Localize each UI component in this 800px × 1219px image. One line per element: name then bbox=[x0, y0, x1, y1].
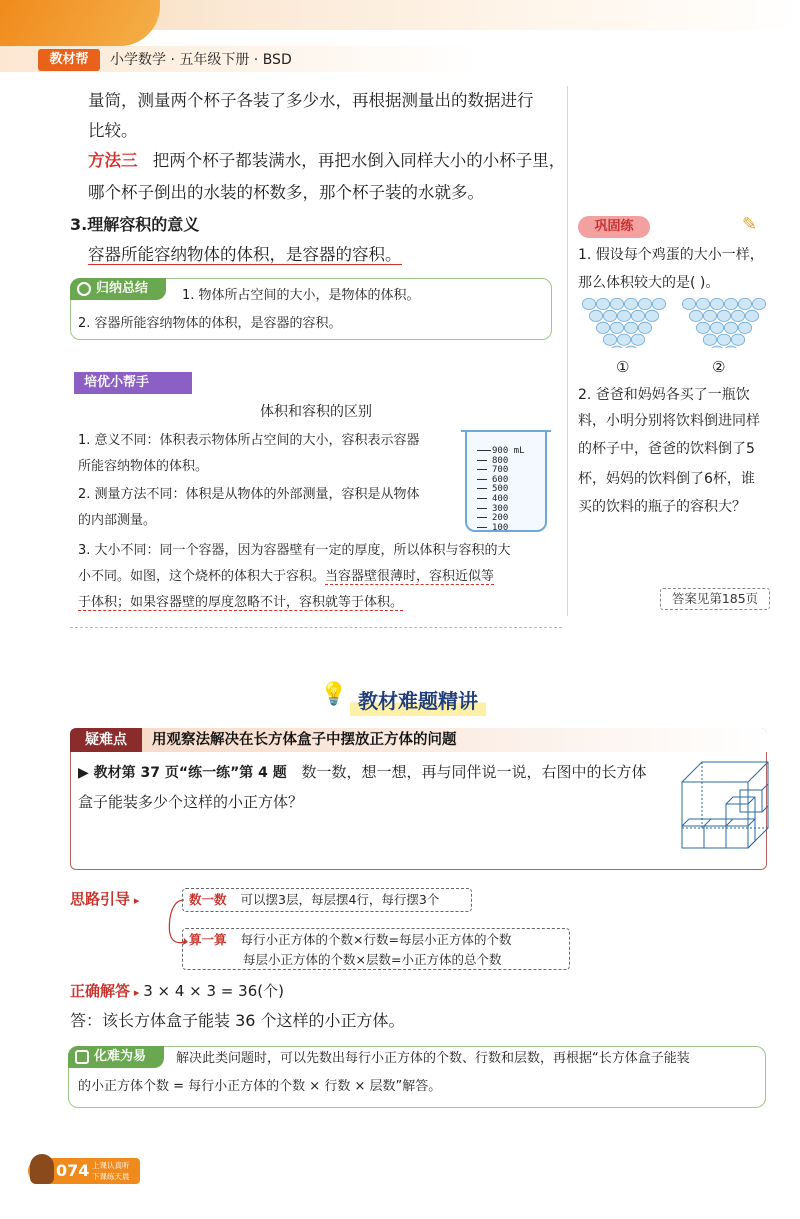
footer-slogan bbox=[92, 1160, 138, 1182]
egg bbox=[731, 310, 744, 321]
egg bbox=[603, 310, 616, 321]
footer-slogan-1: 上课认真听 bbox=[92, 1161, 130, 1170]
beaker-tick bbox=[477, 498, 487, 499]
helper-p2-a: 2. 测量方法不同：体积是从物体的外部测量，容积是从物体 bbox=[78, 487, 420, 502]
practice-q2-b: 料，小明分别将饮料倒进同样 bbox=[578, 413, 760, 429]
capacity-definition bbox=[88, 238, 402, 271]
helper-title: 体积和容积的区别 bbox=[260, 404, 372, 420]
summary-item-1: 1. 物体所占空间的大小，是物体的体积。 bbox=[182, 288, 420, 303]
guide-step-1-tag: 数一数 bbox=[189, 892, 227, 907]
beaker-tick bbox=[477, 479, 487, 480]
beaker-tick-label: 700 bbox=[492, 465, 509, 476]
answer-reference: 答案见第185页 bbox=[660, 588, 770, 610]
practice-q1-a: 1. 假设每个鸡蛋的大小一样， bbox=[578, 247, 764, 263]
beaker-tick-label: 800 bbox=[492, 455, 509, 466]
simplify-tag: 化难为易 bbox=[68, 1046, 164, 1068]
helper-p3-c-underlined: 于体积；如果容器壁的厚度忽略不计，容积就等于体积。 bbox=[78, 595, 404, 610]
egg bbox=[710, 346, 723, 348]
egg bbox=[696, 322, 709, 333]
beaker-tick-label: 500 bbox=[492, 484, 509, 495]
egg bbox=[710, 298, 723, 309]
egg-group-1 bbox=[582, 298, 665, 348]
intro-line-1: 量筒，测量两个杯子各装了多少水，再根据测量出的数据进行 bbox=[88, 91, 534, 110]
egg bbox=[703, 310, 716, 321]
helper-p1-b: 所能容纳物体的体积。 bbox=[78, 459, 209, 474]
egg bbox=[745, 310, 758, 321]
capacity-definition-text: 容器所能容纳物体的体积，是容器的容积。 bbox=[88, 245, 402, 264]
beaker-tick bbox=[477, 508, 487, 509]
guide-label-text: 思路引导 bbox=[70, 890, 131, 908]
brand-tag: 教材帮 bbox=[38, 49, 100, 71]
practice-q2-a: 2. 爸爸和妈妈各买了一瓶饮 bbox=[578, 387, 750, 403]
egg bbox=[682, 298, 695, 309]
section-title: 教材难题精讲 bbox=[350, 686, 486, 716]
helper-p3-b-underlined: 当容器壁很薄时，容积近似等 bbox=[325, 569, 495, 584]
egg bbox=[617, 334, 630, 345]
egg-group-2 bbox=[682, 298, 765, 348]
answer-label: 正确解答 bbox=[70, 982, 131, 1000]
answer-formula: 3 × 4 × 3 = 36(个) bbox=[143, 982, 284, 1000]
guide-step-1-text: 可以摆3层，每层摆4行，每行摆3个 bbox=[240, 892, 440, 907]
simplify-line-1: 解决此类问题时，可以先数出每行小正方体的个数、行数和层数，再根据“长方体盒子能装 bbox=[176, 1051, 690, 1066]
egg bbox=[638, 322, 651, 333]
egg bbox=[738, 298, 751, 309]
mascot-icon bbox=[30, 1154, 54, 1184]
egg bbox=[731, 334, 744, 345]
guide-step-2-line-1 bbox=[189, 930, 563, 950]
page-number: 074 bbox=[56, 1161, 90, 1180]
option-2: ② bbox=[712, 358, 726, 376]
egg bbox=[724, 322, 737, 333]
guide-step-2-text-1: 每行小正方体的个数×行数=每层小正方体的个数 bbox=[240, 932, 512, 947]
answer-statement: 答：该长方体盒子能装 36 个这样的小正方体。 bbox=[70, 1011, 405, 1030]
egg bbox=[603, 334, 616, 345]
egg bbox=[631, 310, 644, 321]
footer-slogan-2: 下课练天晨 bbox=[92, 1172, 130, 1181]
difficulty-question-line-1 bbox=[78, 756, 647, 790]
header-swoosh bbox=[0, 0, 160, 46]
difficulty-tag: 疑难点 bbox=[70, 728, 142, 752]
egg bbox=[724, 298, 737, 309]
section3-heading: 3.理解容积的意义 bbox=[70, 215, 200, 234]
method3-label: 方法三 bbox=[88, 151, 138, 170]
helper-tag: 培优小帮手 bbox=[74, 372, 192, 394]
difficulty-title: 用观察法解决在长方体盒子中摆放正方体的问题 bbox=[152, 732, 457, 748]
exclamation-icon bbox=[75, 1050, 89, 1064]
egg bbox=[752, 298, 765, 309]
egg bbox=[582, 298, 595, 309]
egg bbox=[738, 322, 751, 333]
helper-p3-c bbox=[78, 590, 403, 616]
helper-p3-b-plain: 小不同。如图，这个烧杯的体积大于容积。 bbox=[78, 569, 326, 584]
beaker-tick bbox=[477, 527, 487, 528]
beaker-tick-label: 900 mL bbox=[492, 446, 525, 456]
book-title: 小学数学 · 五年级下册 · BSD bbox=[110, 52, 292, 68]
beaker-tick bbox=[477, 450, 491, 451]
beaker-tick-label: 300 bbox=[492, 503, 509, 514]
egg bbox=[596, 298, 609, 309]
difficulty-question-line-2: 盒子能装多少个这样的小正方体？ bbox=[78, 793, 304, 811]
egg bbox=[717, 310, 730, 321]
egg bbox=[724, 346, 737, 348]
method3-text-1: 把两个杯子都装满水，再把水倒入同样大小的小杯子里， bbox=[152, 151, 566, 170]
practice-q2-c: 的杯子中，爸爸的饮料倒了5 bbox=[578, 441, 755, 457]
intro-line-2: 比较。 bbox=[88, 121, 138, 140]
beaker-tick-label: 200 bbox=[492, 513, 509, 524]
column-divider bbox=[567, 86, 568, 616]
guide-step-2-line-2: 每层小正方体的个数×层数=小正方体的总个数 bbox=[243, 952, 502, 967]
egg bbox=[638, 298, 651, 309]
egg bbox=[589, 310, 602, 321]
box-with-cubes-figure bbox=[680, 760, 772, 850]
simplify-line-2: 的小正方体个数 = 每行小正方体的个数 × 行数 × 层数”解答。 bbox=[78, 1079, 442, 1094]
practice-q2-e: 买的饮料的瓶子的容积大？ bbox=[578, 499, 746, 515]
option-1: ① bbox=[616, 358, 630, 376]
egg bbox=[696, 298, 709, 309]
summary-item-2: 2. 容器所能容纳物体的体积，是容器的容积。 bbox=[78, 316, 342, 331]
beaker-tick bbox=[477, 469, 487, 470]
beaker-tick-label: 100 bbox=[492, 522, 509, 533]
egg bbox=[689, 310, 702, 321]
egg bbox=[610, 322, 623, 333]
lightbulb-icon: 💡 bbox=[320, 682, 348, 707]
answer-label-line: 正确解答 ▸ 3 × 4 × 3 = 36(个) bbox=[70, 982, 284, 1000]
guide-label: 思路引导 ▸ bbox=[70, 890, 140, 908]
egg bbox=[652, 298, 665, 309]
practice-tag: 巩固练 bbox=[578, 216, 650, 238]
egg bbox=[624, 346, 637, 348]
egg bbox=[610, 298, 623, 309]
beaker-tick bbox=[477, 488, 487, 489]
difficulty-question-text-1: 数一数，想一想，再与同伴说一说，右图中的长方体 bbox=[301, 763, 647, 781]
egg bbox=[624, 322, 637, 333]
guide-step-1 bbox=[182, 888, 472, 912]
guide-step-2 bbox=[182, 928, 570, 970]
guide-step-2-tag: 算一算 bbox=[189, 932, 227, 947]
pencil-icon: ✎ bbox=[742, 214, 758, 235]
egg bbox=[631, 334, 644, 345]
summary-tag: 归纳总结 bbox=[70, 278, 166, 300]
beaker-tick bbox=[477, 517, 487, 518]
beaker-tick bbox=[477, 460, 487, 461]
practice-q2-d: 杯，妈妈的饮料倒了6杯，谁 bbox=[578, 471, 755, 487]
helper-p1-a: 1. 意义不同：体积表示物体所占空间的大小，容积表示容器 bbox=[78, 433, 420, 448]
egg bbox=[596, 322, 609, 333]
method3-line-2: 哪个杯子倒出的水装的杯数多，那个杯子装的水就多。 bbox=[88, 183, 484, 202]
egg bbox=[617, 310, 630, 321]
egg bbox=[710, 322, 723, 333]
egg bbox=[610, 346, 623, 348]
beaker-tick-label: 400 bbox=[492, 494, 509, 504]
helper-p3-a: 3. 大小不同：同一个容器，因为容器壁有一定的厚度，所以体积与容积的大 bbox=[78, 543, 511, 558]
egg bbox=[624, 298, 637, 309]
egg-groups bbox=[580, 298, 780, 348]
helper-p2-b: 的内部测量。 bbox=[78, 513, 157, 528]
egg bbox=[645, 310, 658, 321]
method3-line-1 bbox=[88, 144, 565, 177]
egg bbox=[717, 334, 730, 345]
difficulty-source: ▶ 教材第 37 页“练一练”第 4 题 bbox=[78, 765, 287, 781]
practice-q1-b: 那么体积较大的是( )。 bbox=[578, 275, 720, 291]
helper-p3-b bbox=[78, 564, 494, 590]
target-icon bbox=[77, 282, 91, 296]
egg bbox=[703, 334, 716, 345]
beaker-tick-label: 600 bbox=[492, 474, 509, 485]
